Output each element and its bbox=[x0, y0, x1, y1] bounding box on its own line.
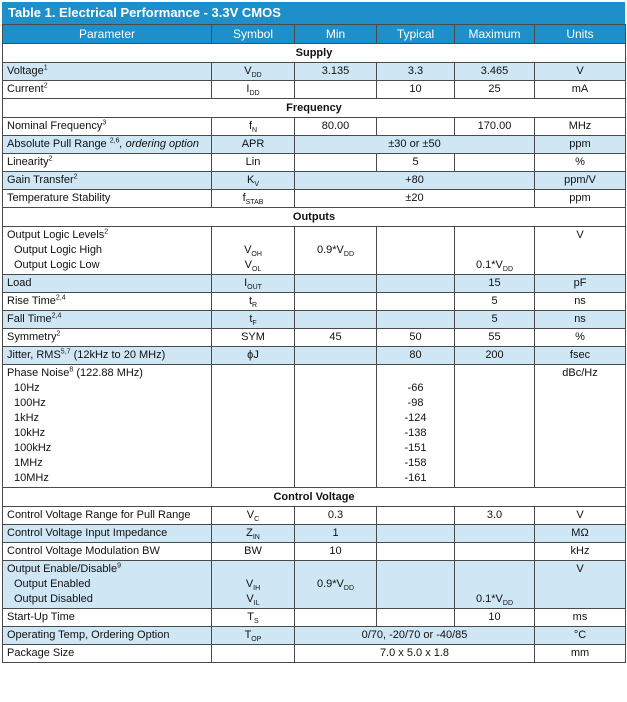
max-cell: 5 bbox=[455, 311, 535, 329]
symbol-cell: APR bbox=[212, 136, 295, 154]
table-row bbox=[3, 275, 626, 293]
param-voltage: Voltage$^1$ bbox=[3, 63, 212, 81]
max-cell: 200 bbox=[455, 347, 535, 365]
symbol-cell: $V_C$ bbox=[212, 507, 295, 525]
table-row bbox=[3, 507, 626, 525]
min-cell bbox=[295, 365, 377, 488]
typ-cell: 5 bbox=[377, 154, 455, 172]
units-cell: ns bbox=[535, 311, 626, 329]
symbol-cell bbox=[212, 365, 295, 488]
table-row bbox=[3, 154, 626, 172]
max-cell bbox=[455, 543, 535, 561]
symbol-cell: $f_N$ bbox=[212, 118, 295, 136]
max-cell: 3.0 bbox=[455, 507, 535, 525]
typ-cell bbox=[377, 543, 455, 561]
typ-cell: 80 bbox=[377, 347, 455, 365]
symbol-cell: $I_{DD}$ bbox=[212, 81, 295, 99]
max-cell: 10 bbox=[455, 609, 535, 627]
param-output-logic-levels: Output Logic Levels$^2$ Output Logic High Output Logic Low bbox=[3, 227, 212, 275]
typ-cell: 50 bbox=[377, 329, 455, 347]
units-cell: dBc/Hz bbox=[535, 365, 626, 488]
param-load: Load bbox=[3, 275, 212, 293]
header-units: Units bbox=[535, 25, 626, 44]
param-package-size: Package Size bbox=[3, 645, 212, 663]
typ-cell bbox=[377, 227, 455, 275]
table-row bbox=[3, 63, 626, 81]
param-nominal-frequency: Nominal Frequency$^3$ bbox=[3, 118, 212, 136]
min-cell: 0.3 bbox=[295, 507, 377, 525]
max-cell bbox=[455, 525, 535, 543]
min-cell bbox=[295, 347, 377, 365]
table-row bbox=[3, 645, 626, 663]
units-cell: mm bbox=[535, 645, 626, 663]
param-output-enable: Output Enable/Disable$^9$ Output Enabled Output Disabled bbox=[3, 561, 212, 609]
table-row bbox=[3, 543, 626, 561]
symbol-cell: $Z_{IN}$ bbox=[212, 525, 295, 543]
table-row bbox=[3, 609, 626, 627]
min-cell: 10 bbox=[295, 543, 377, 561]
min-cell: 3.135 bbox=[295, 63, 377, 81]
units-cell: ms bbox=[535, 609, 626, 627]
section-supply: Supply bbox=[3, 44, 626, 63]
typ-cell: 3.3 bbox=[377, 63, 455, 81]
max-cell: 3.465 bbox=[455, 63, 535, 81]
units-cell: ns bbox=[535, 293, 626, 311]
header-symbol: Symbol bbox=[212, 25, 295, 44]
max-cell: 15 bbox=[455, 275, 535, 293]
min-cell: $0.9*V_{DD}$ bbox=[295, 561, 377, 609]
span-value-cell: ±20 bbox=[295, 190, 535, 208]
symbol-cell: $V_{IH}$ $V_{IL}$ bbox=[212, 561, 295, 609]
table-row bbox=[3, 227, 626, 275]
max-cell: $0.1*V_{DD}$ bbox=[455, 561, 535, 609]
symbol-cell: $t_R$ bbox=[212, 293, 295, 311]
param-jitter: Jitter, RMS$^{5,7}$ (12kHz to 20 MHz) bbox=[3, 347, 212, 365]
max-cell: $0.1*V_{DD}$ bbox=[455, 227, 535, 275]
symbol-cell: $K_V$ bbox=[212, 172, 295, 190]
header-parameter: Parameter bbox=[3, 25, 212, 44]
min-cell: 1 bbox=[295, 525, 377, 543]
param-phase-noise: Phase Noise$^8$ (122.88 MHz) 10Hz 100Hz 1kHz 10kHz 100kHz 1MHz 10MHz bbox=[3, 365, 212, 488]
spec-table-container bbox=[2, 2, 625, 663]
param-operating-temp: Operating Temp, Ordering Option bbox=[3, 627, 212, 645]
header-typical: Typical bbox=[377, 25, 455, 44]
param-fall-time: Fall Time$^{2,4}$ bbox=[3, 311, 212, 329]
param-current: Current$^2$ bbox=[3, 81, 212, 99]
symbol-cell: SYM bbox=[212, 329, 295, 347]
typ-cell bbox=[377, 609, 455, 627]
table-row bbox=[3, 172, 626, 190]
table-row bbox=[3, 525, 626, 543]
units-cell: V bbox=[535, 63, 626, 81]
section-frequency: Frequency bbox=[3, 99, 626, 118]
symbol-cell: $V_{OH}$ $V_{OL}$ bbox=[212, 227, 295, 275]
span-value-cell: 7.0 x 5.0 x 1.8 bbox=[295, 645, 535, 663]
symbol-cell: ϕJ bbox=[212, 347, 295, 365]
table-row bbox=[3, 561, 626, 609]
param-symmetry: Symmetry$^2$ bbox=[3, 329, 212, 347]
max-cell: 5 bbox=[455, 293, 535, 311]
symbol-cell: $I_{OUT}$ bbox=[212, 275, 295, 293]
param-linearity: Linearity$^2$ bbox=[3, 154, 212, 172]
units-cell: V bbox=[535, 561, 626, 609]
symbol-cell: Lin bbox=[212, 154, 295, 172]
typ-cell bbox=[377, 311, 455, 329]
typ-cell bbox=[377, 118, 455, 136]
typ-cell bbox=[377, 293, 455, 311]
typ-cell bbox=[377, 275, 455, 293]
header-row bbox=[3, 25, 626, 44]
units-cell: kHz bbox=[535, 543, 626, 561]
symbol-cell: $T_S$ bbox=[212, 609, 295, 627]
units-cell: pF bbox=[535, 275, 626, 293]
min-cell bbox=[295, 609, 377, 627]
units-cell: MHz bbox=[535, 118, 626, 136]
table-row bbox=[3, 365, 626, 488]
max-cell: 55 bbox=[455, 329, 535, 347]
table-row bbox=[3, 118, 626, 136]
section-outputs: Outputs bbox=[3, 208, 626, 227]
param-cv-bandwidth: Control Voltage Modulation BW bbox=[3, 543, 212, 561]
table-row bbox=[3, 136, 626, 154]
min-cell bbox=[295, 293, 377, 311]
units-cell: ppm/V bbox=[535, 172, 626, 190]
table-row bbox=[3, 311, 626, 329]
param-temperature-stability: Temperature Stability bbox=[3, 190, 212, 208]
min-cell bbox=[295, 275, 377, 293]
min-cell bbox=[295, 311, 377, 329]
typ-cell: -66 -98 -124 -138 -151 -158 -161 bbox=[377, 365, 455, 488]
units-cell: °C bbox=[535, 627, 626, 645]
max-cell: 170.00 bbox=[455, 118, 535, 136]
table-row bbox=[3, 627, 626, 645]
table-row bbox=[3, 190, 626, 208]
section-control-voltage: Control Voltage bbox=[3, 488, 626, 507]
typ-cell bbox=[377, 561, 455, 609]
table-row bbox=[3, 347, 626, 365]
max-cell bbox=[455, 365, 535, 488]
header-maximum: Maximum bbox=[455, 25, 535, 44]
units-cell: ppm bbox=[535, 136, 626, 154]
typ-cell bbox=[377, 525, 455, 543]
table-row bbox=[3, 293, 626, 311]
typ-cell: 10 bbox=[377, 81, 455, 99]
units-cell: fsec bbox=[535, 347, 626, 365]
param-startup-time: Start-Up Time bbox=[3, 609, 212, 627]
electrical-performance-table bbox=[2, 24, 626, 663]
header-min: Min bbox=[295, 25, 377, 44]
symbol-cell: BW bbox=[212, 543, 295, 561]
span-value-cell: 0/70, -20/70 or -40/85 bbox=[295, 627, 535, 645]
param-cv-range: Control Voltage Range for Pull Range bbox=[3, 507, 212, 525]
span-value-cell: +80 bbox=[295, 172, 535, 190]
min-cell: $0.9*V_{DD}$ bbox=[295, 227, 377, 275]
units-cell: V bbox=[535, 507, 626, 525]
span-value-cell: ±30 or ±50 bbox=[295, 136, 535, 154]
table-title: Table 1. Electrical Performance - 3.3V CMOS bbox=[2, 2, 625, 24]
param-gain-transfer: Gain Transfer$^2$ bbox=[3, 172, 212, 190]
symbol-cell: $T_{OP}$ bbox=[212, 627, 295, 645]
units-cell: MΩ bbox=[535, 525, 626, 543]
typ-cell bbox=[377, 507, 455, 525]
param-rise-time: Rise Time$^{2,4}$ bbox=[3, 293, 212, 311]
table-row bbox=[3, 329, 626, 347]
symbol-cell: $t_F$ bbox=[212, 311, 295, 329]
min-cell bbox=[295, 81, 377, 99]
symbol-cell bbox=[212, 645, 295, 663]
units-cell: ppm bbox=[535, 190, 626, 208]
param-pull-range: Absolute Pull Range $^{2,6}$, ordering option bbox=[3, 136, 212, 154]
param-cv-impedance: Control Voltage Input Impedance bbox=[3, 525, 212, 543]
table-row bbox=[3, 81, 626, 99]
min-cell bbox=[295, 154, 377, 172]
min-cell: 45 bbox=[295, 329, 377, 347]
min-cell: 80.00 bbox=[295, 118, 377, 136]
units-cell: % bbox=[535, 154, 626, 172]
symbol-cell: $f_{STAB}$ bbox=[212, 190, 295, 208]
max-cell: 25 bbox=[455, 81, 535, 99]
units-cell: V bbox=[535, 227, 626, 275]
symbol-cell: $V_{DD}$ bbox=[212, 63, 295, 81]
units-cell: % bbox=[535, 329, 626, 347]
max-cell bbox=[455, 154, 535, 172]
units-cell: mA bbox=[535, 81, 626, 99]
